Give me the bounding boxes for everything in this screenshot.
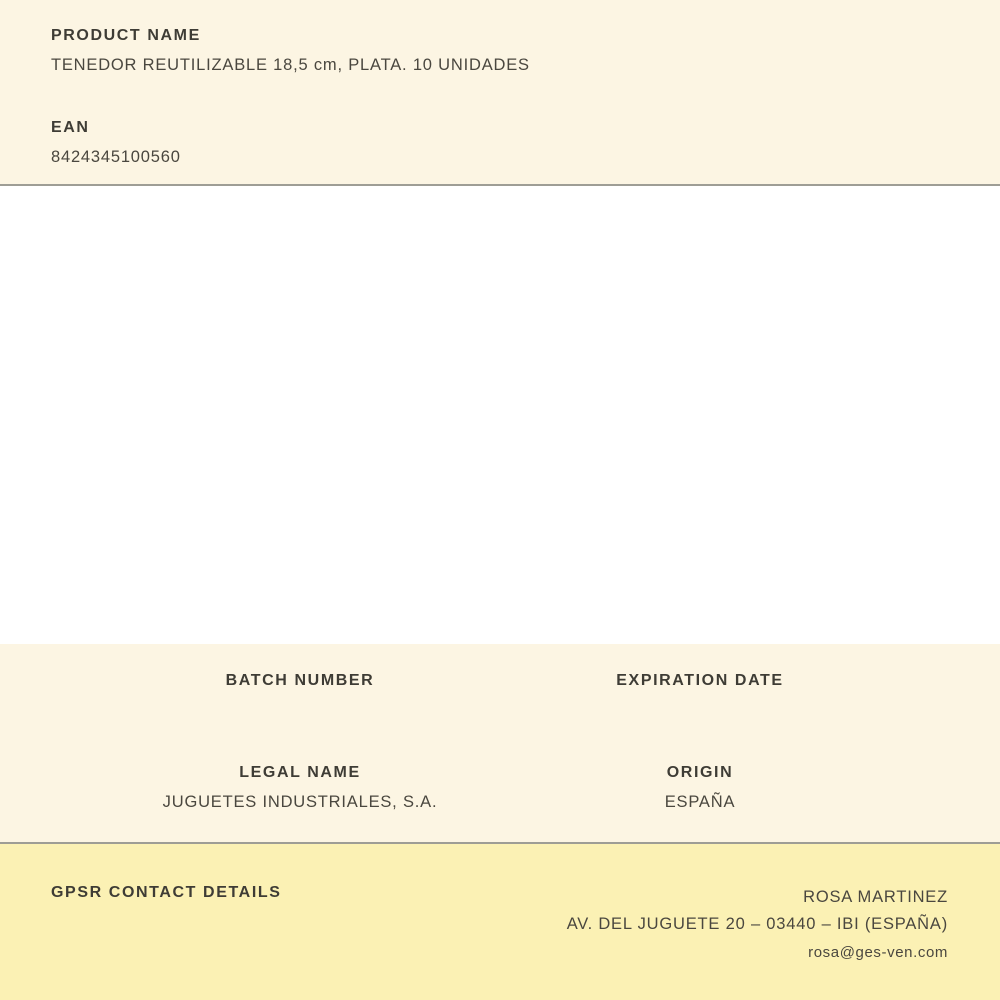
ean-value: 8424345100560: [51, 148, 181, 166]
contact-email: rosa@ges-ven.com: [808, 944, 948, 961]
expiration-date-value: [500, 701, 900, 719]
contact-address: AV. DEL JUGUETE 20 – 03440 – IBI (ESPAÑA): [566, 915, 948, 933]
details-grid: [100, 672, 900, 811]
expiration-date-field: [500, 672, 900, 719]
product-name-value: TENEDOR REUTILIZABLE 18,5 cm, PLATA. 10 UNIDADES: [51, 56, 530, 74]
origin-label: ORIGIN: [666, 764, 734, 781]
batch-number-field: [100, 672, 500, 719]
batch-number-value: [100, 701, 500, 719]
legal-name-field: [100, 764, 500, 811]
contact-name: ROSA MARTINEZ: [803, 888, 948, 906]
expiration-date-label: EXPIRATION DATE: [616, 672, 784, 689]
gpsr-contact-section: [0, 844, 1000, 1000]
legal-name-label: LEGAL NAME: [239, 764, 361, 781]
origin-field: [500, 764, 900, 811]
product-name-block: [51, 27, 949, 74]
product-name-label: PRODUCT NAME: [51, 27, 201, 44]
product-image-placeholder: [0, 186, 1000, 644]
gpsr-contact-title: GPSR CONTACT DETAILS: [51, 884, 282, 901]
batch-number-label: BATCH NUMBER: [225, 672, 375, 689]
gpsr-contact-info: [567, 884, 948, 965]
product-details-section: [0, 644, 1000, 844]
product-header-section: [0, 0, 1000, 186]
origin-value: ESPAÑA: [664, 793, 736, 811]
ean-label: EAN: [51, 119, 90, 136]
legal-name-value: JUGUETES INDUSTRIALES, S.A.: [162, 793, 438, 811]
ean-block: [51, 119, 949, 166]
